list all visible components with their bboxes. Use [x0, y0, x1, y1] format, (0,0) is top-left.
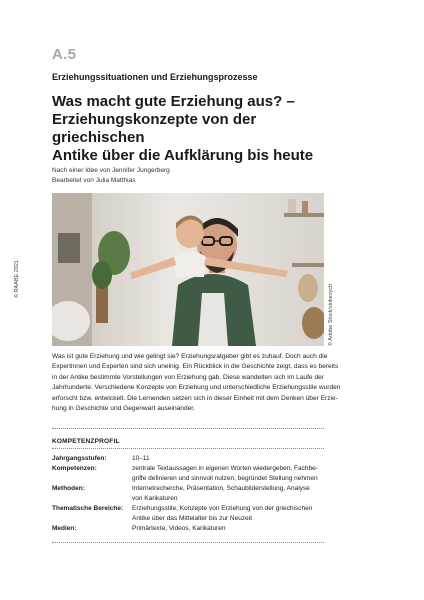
intro-line: in der Antike bestimmte Vorstellungen von Erziehung gab. Diese wandelten sich im Laufe der [52, 373, 324, 381]
author-credits [52, 166, 170, 186]
profile-value [132, 454, 324, 464]
edited-credit: Bearbeitet von Julia Matthias [52, 177, 136, 184]
cover-photo [52, 193, 324, 346]
profile-divider-heading [52, 448, 324, 449]
profile-value [132, 504, 324, 524]
page-title [52, 93, 352, 165]
title-line: Was macht gute Erziehung aus? – [52, 93, 295, 110]
profile-value-line: Antike über das Mittelalter bis zur Neuzeit [132, 514, 252, 522]
intro-line: Expertinnen und Experten sind sich uneinig. Ein Rückblick in die Geschichte zeigt, dass es bereits [52, 363, 339, 371]
profile-value-line: Primärtexte, Videos, Karikaturen [132, 525, 226, 532]
profile-value [132, 484, 324, 504]
profile-divider-top [52, 428, 324, 429]
profile-heading: KOMPETENZPROFIL [52, 438, 120, 445]
profile-key: Methoden: [52, 485, 85, 492]
profile-divider-bottom [52, 542, 324, 543]
intro-line: hung in Geschichte und Gegenwart auseinander. [52, 405, 195, 413]
profile-value-line: 10–11 [132, 455, 150, 462]
profile-value-line: zentrale Textaussagen in eigenen Worten wiedergeben, Fachbe- [132, 465, 318, 472]
title-line: Erziehungskonzepte von der griechischen [52, 111, 257, 146]
profile-key: Medien: [52, 525, 77, 532]
intro-line: Was ist gute Erziehung und wie gelingt sie? Erziehungsratgeber gibt es zuhauf. Doch auch die [52, 353, 328, 360]
profile-value-line: griffe definieren und sinnvoll nutzen, begründet Stellung nehmen [132, 474, 318, 482]
idea-credit: Nach einer Idee von Jennifer Jungerberg [52, 167, 170, 174]
intro-line: erforscht bzw. entwickelt. Die Lernenden setzen sich in dieser Einheit mit dem Denken über Erzie- [52, 394, 338, 402]
intro-paragraph [52, 352, 341, 414]
photo-credit: © Adobe Stock/zinkevych [328, 283, 334, 346]
profile-key: Jahrgangsstufen: [52, 455, 107, 462]
profile-value [132, 464, 324, 484]
father-child-photo [52, 193, 324, 346]
copyright-notice: © RAABE 2021 [14, 260, 20, 298]
profile-value-line: Internetrecherche, Präsentation, Schaubilderstellung, Analyse [132, 485, 310, 492]
intro-line: Jahrhunderte. Verschiedene Konzepte von Erziehung und unterschiedliche Erziehungsstile wurden [52, 384, 341, 392]
profile-key: Kompetenzen: [52, 465, 97, 472]
profile-value-line: Erziehungsstile, Konzepte von Erziehung von der griechischen [132, 505, 313, 512]
section-number: A.5 [52, 46, 77, 63]
profile-value [132, 524, 324, 534]
topic-heading: Erziehungssituationen und Erziehungsprozesse [52, 72, 258, 82]
profile-key: Thematische Bereiche: [52, 505, 124, 512]
profile-value-line: von Karikaturen [132, 494, 178, 502]
title-line: Antike über die Aufklärung bis heute [52, 147, 314, 164]
